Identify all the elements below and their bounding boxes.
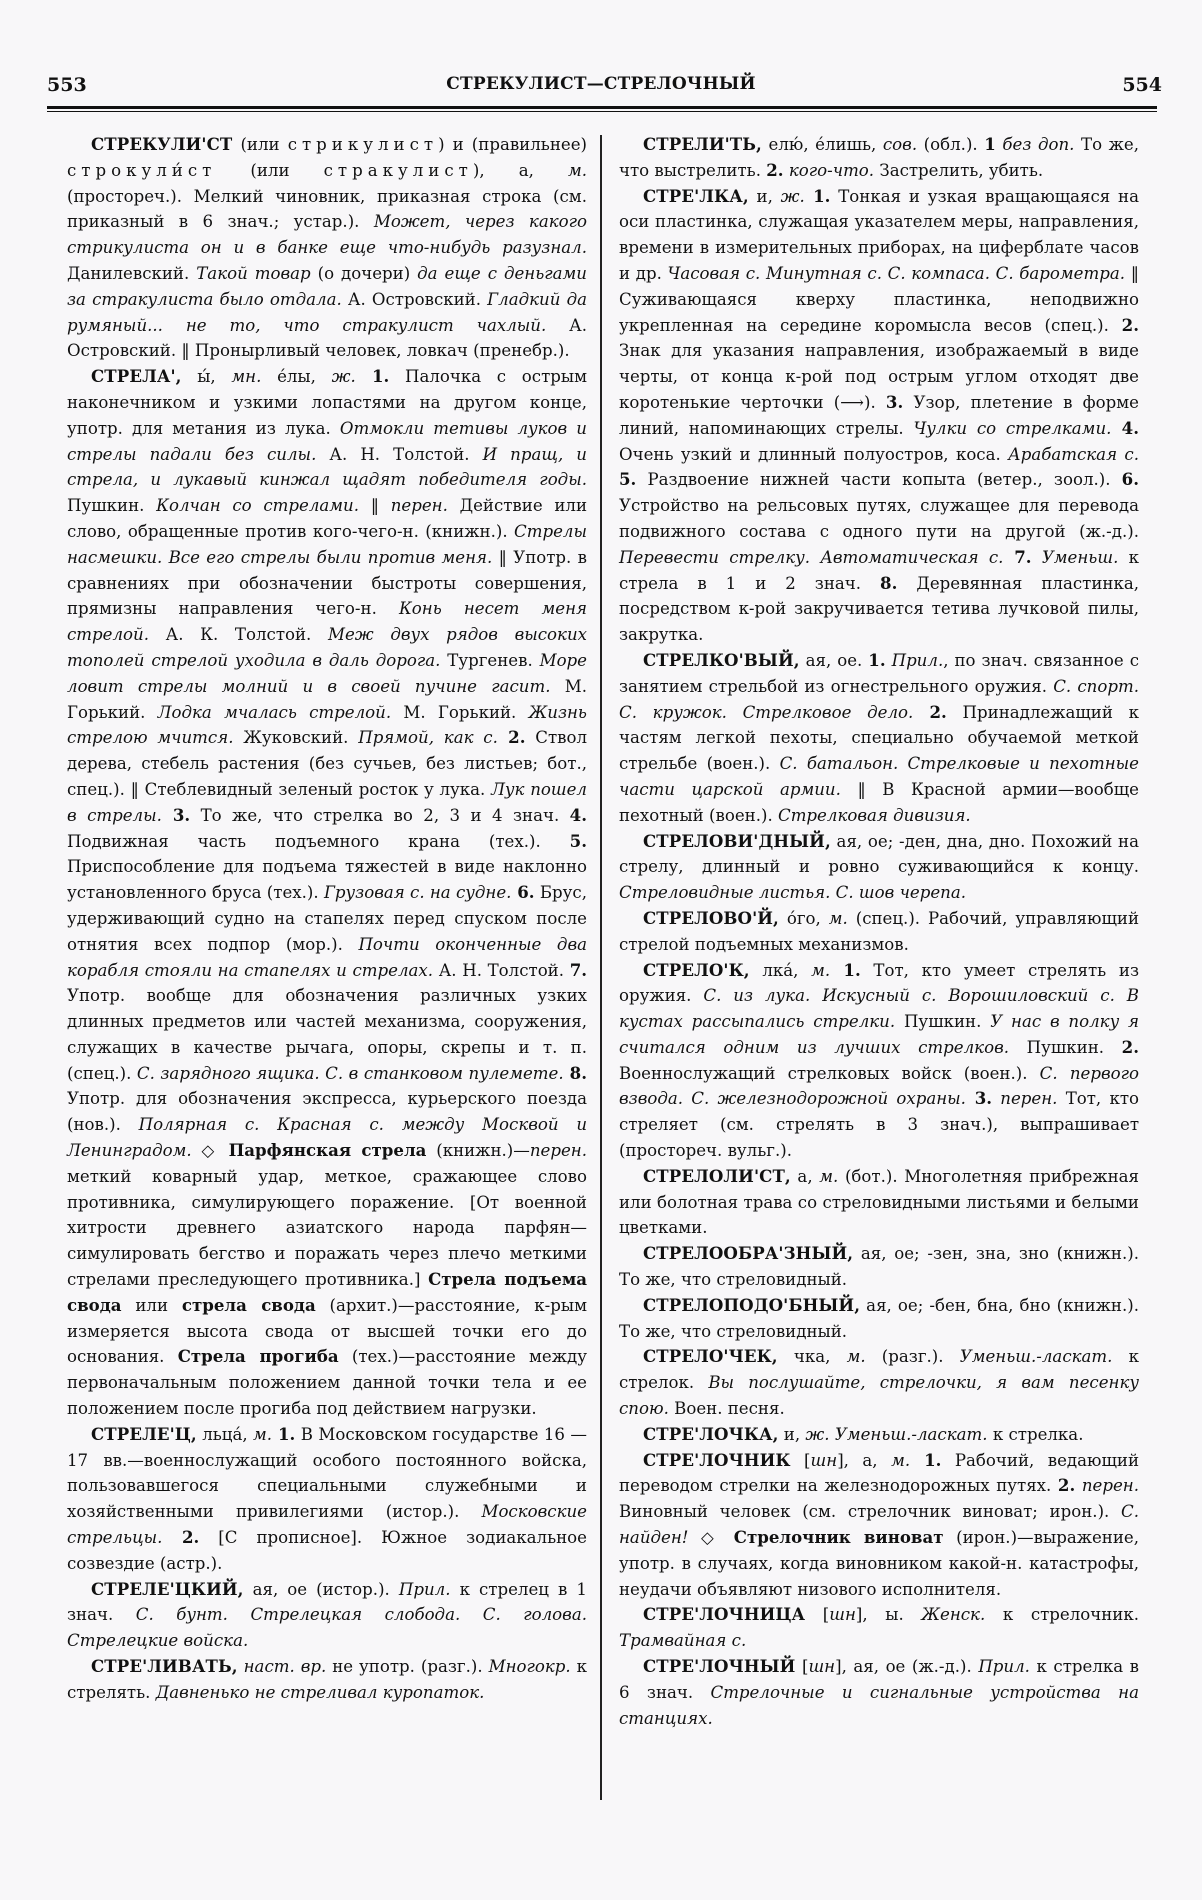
headword: СТРЕЛО'ЧЕК, [643,1346,778,1367]
entry-text: (обл.). [917,135,985,154]
right-column [619,132,1139,1731]
entry-text: м. [811,960,831,980]
entry-text: Московские стрельцы. [67,1502,587,1548]
entry-text: да еще с деньгами за стракулиста было отдала. [67,263,587,309]
entry-text: наст. вр. [243,1657,327,1677]
entry-text: Палочка с острым наконечником и узкими лопастями на другом конце, употр. для метания из лука. [67,367,587,438]
entry-text: И пращ, и стрела, и лукавый кинжал щадят победителя годы. [67,444,587,490]
entry-text: кого-что. [788,160,875,180]
entry-text: ж. [331,367,356,387]
headword: СТРЕЛОПОДО'БНЫЙ, [643,1294,861,1315]
entry-text: и, [748,186,781,206]
entry-text: (разг.). [865,1347,960,1367]
entry-text: Ствол дерева, стебель растения (без сучьев, без листьев; бот., спец.). ‖ Стеблевидный зеленый росток у лука. [67,728,588,799]
entry-text: Прил. [978,1657,1030,1677]
header-double-rule [47,106,1157,112]
entry-text: м. [819,1166,839,1186]
entry-text: ж. Уменьш.-ласкат. [805,1424,988,1444]
headword: СТРЕЛОВИ'ДНЫЙ, [643,830,831,851]
entry-text: Такой товар [196,263,311,283]
entry-text: Употр. для обозначения экспресса, курьерского поезда (нов.). [67,1089,587,1135]
entry-text: Прил. [891,650,944,670]
entry-text: Тургенев. [440,650,540,670]
entry-text: к стрелок. [619,1347,1139,1393]
entry-text: сов. [882,135,918,154]
entry-text: 1. [868,649,886,670]
entry-text: 2. [1057,1475,1076,1496]
entry-text: Очень узкий и длинный полуостров, коса. [619,444,1009,464]
entry-text: Брус, удерживающий судно на стапелях перед спуском после отнятия всех подпор (мор.). [67,883,587,954]
entry-text: Деревянная пластинка, посредством к-рой закручивается тетива лучковой пилы, закрутка. [619,573,1139,645]
dictionary-entry-strelochnyy [619,1654,1139,1731]
running-title: СТРЕКУЛИСТ—СТРЕЛОЧНЫЙ [446,74,756,94]
entry-text: ‖ Употр. в сравнениях при обозначении быстроты совершения, прямизны направления чего-н. [67,547,587,619]
dictionary-entry-strelka [619,184,1139,648]
entry-text: м. [567,160,588,180]
entry-text: к стрелочник. [985,1605,1140,1625]
dictionary-entry-strekulist [67,132,587,364]
headword: СТРЕЛА', [91,366,182,387]
entry-text: Стрела подъема свода [67,1269,588,1315]
entry-text: Рабочий, ведающий переводом стрелки на железнодорожных путях. [619,1450,1140,1496]
entry-text: Парфянская стрела [228,1140,427,1161]
headword: СТРЕ'ЛИВАТЬ, [91,1656,238,1677]
entry-text: 5. [619,469,637,490]
entry-text: 2. [497,727,526,748]
entry-text: Стрелковая дивизия. [778,805,971,825]
entry-text: 2. [913,701,947,722]
entry-text: Тот, кто стреляет (см. стрелять в 3 знач.), выпрашивает (простореч. вульг.). [619,1089,1139,1161]
headword: СТРЕЛКО'ВЫЙ, [643,649,800,670]
entry-text: М. Горький. [391,702,529,722]
entry-text: Устройство на рельсовых путях, служащее для перевода подвижного состава с одного пути на другой (ж.-д.). [619,496,1139,541]
entry-text: Почти оконченные два корабля стояли на стапелях и стрелах. [67,934,587,980]
entry-text: (книжн.)— [426,1141,530,1161]
entry-text: ‖ Суживающаяся кверху пластинка, неподвижно укрепленная на середине коромысла весов (спец.). [619,263,1139,335]
entry-text: мн. [231,367,262,387]
headword: СТРЕЛИ'ТЬ, [643,134,762,154]
entry-text: Воен. песня. [668,1399,785,1419]
dictionary-entry-strelovoy [619,906,1139,958]
entry-text: ) и (правильнее) [438,135,587,154]
entry-text: (бот.). Многолетняя прибрежная или болотная трава со стреловидными листьями и белыми цветками. [619,1166,1140,1238]
dictionary-entry-strelolist [619,1164,1139,1241]
headword: СТРЕКУЛИ'СТ [91,134,233,154]
entry-text: Данилевский. [67,263,197,283]
entry-text: С. первого взвода. С. железнодорожной охраны. [619,1063,1139,1109]
entry-text: 1. [910,1449,942,1470]
entry-text: м. [828,908,848,928]
entry-text: Пушкин. [1009,1037,1122,1057]
entry-text: м. [891,1450,911,1470]
entry-text: и, [778,1424,806,1444]
entry-text: Уменьш.-ласкат. [959,1347,1113,1367]
entry-text: а, [790,1166,820,1186]
entry-text: ‖ [359,496,391,516]
entry-text: Колчан со стрелами. [156,496,360,516]
entry-text: стрела свода [181,1294,316,1315]
entry-text: е́лы, [261,367,332,387]
entry-text: (или [232,135,288,154]
headword: СТРЕ'ЛОЧНИЦА [643,1604,806,1625]
entry-text: М. Горький. [67,676,587,722]
entry-text: [ [805,1605,830,1625]
dictionary-entry-streletskiy [67,1577,587,1654]
entry-text: Пушкин. [895,1012,991,1032]
entry-text: без доп. [1002,135,1075,154]
entry-text: Море ловит стрелы молний и в своей пучине гасит. [67,650,588,696]
entry-text: То же, что выстрелить. [619,135,1139,180]
entry-text: Уменьш. [1041,547,1119,567]
dictionary-entry-strelochnik [619,1448,1139,1603]
entry-text: Знак для указания направления, изображаемый в виде черты, от конца к-рой под острым углом отходят две коротенькие черточки (⟶). [619,341,1139,412]
page-number-left: 553 [47,74,87,96]
entry-text: Женск. [921,1605,986,1625]
entry-text: С. спорт. С. кружок. Стрелковое дело. [619,676,1139,722]
entry-text: Тот, кто умеет стрелять из оружия. [619,960,1140,1006]
dictionary-entry-strelok [619,958,1139,1164]
headword: СТРЕЛОВО'Й, [643,907,779,928]
headword: СТРЕЛЕ'Ц, [91,1423,197,1444]
entry-text: Жизнь стрелою мчится. [67,702,587,748]
entry-text: [С прописное]. Южное зодиакальное созвездие (астр.). [67,1528,587,1573]
entry-text: Гладкий да румяный... не то, что стракулист чахлый. [67,289,587,335]
entry-text: Лук пошел в стрелы. [67,779,587,825]
entry-text: ], ы. [855,1605,922,1625]
entry-text: ], ая, ое (ж.-д.). [835,1657,979,1677]
entry-text: ая, ое; -ден, дна, дно. Похожий на стрелу, длинный и ровно суживающийся к концу. [619,831,1139,877]
entry-text: Употр. вообще для обозначения различных узких длинных предметов или частей механизма, сооружения, служащих в качестве рычага, опоры, скрепы и т. п. (спец.). [67,986,587,1083]
entry-text: Прямой, как с. [358,728,498,748]
entry-text: (архит.)—расстояние, к-рым измеряется высота свода от высшей точки его до основания. [67,1295,587,1367]
entry-text: Жуковский. [233,728,359,748]
entry-text: ая, ое. [799,650,869,670]
entry-text: не употр. (разг.). [326,1657,489,1677]
entry-text: строкули́ст [67,160,217,180]
page-header [40,70,1162,110]
entry-text: ◇ [191,1141,229,1161]
dictionary-entry-strelovidnyy [619,829,1139,906]
entry-text: ы́, [181,367,232,387]
entry-text: ж. [780,186,805,206]
entry-text: 1. [355,366,390,387]
entry-text: Застрелить, убить. [874,160,1044,180]
entry-text [1032,548,1042,567]
entry-text: В Московском государстве 16 — 17 вв.—военнослужащий особого постоянного войска, пользовавшегося специальными служебными и хозяйственными привилегиями (истор.). [67,1424,587,1522]
entry-text: 4. [569,804,587,825]
dictionary-entry-strela [67,364,587,1422]
entry-text: Трамвайная с. [619,1631,747,1651]
entry-text: Полярная с. Красная с. между Москвой и Ленинградом. [67,1115,588,1161]
entry-text: Принадлежащий к частям легкой пехоты, специально обучаемой меткой стрельбе (воен.). [619,702,1140,774]
entry-text: к стрелка. [987,1424,1084,1444]
entry-text: 1. [272,1423,296,1444]
entry-text: (простореч.). Мелкий чиновник, приказная строка (см. приказный в 6 знач.; устар.). [67,186,587,232]
entry-text: Конь несет меня стрелой. [67,599,587,645]
entry-text: А. Островский. ‖ Пронырливый человек, ловкач (пренебр.). [67,315,587,361]
headword: СТРЕЛООБРА'ЗНЫЙ, [643,1243,854,1264]
entry-text: Приспособление для подъема тяжестей в виде наклонно установленного бруса (тех.). [67,857,587,903]
entry-text: [ [790,1450,811,1470]
entry-text: перен. [1081,1476,1139,1496]
entry-text: Прил. [398,1579,451,1599]
entry-text: Узор, плетение в форме линий, напоминающих стрелы. [619,392,1140,438]
entry-text: С. бунт. Стрелецкая слобода. С. голова. Стрелецкие войска. [67,1605,587,1651]
left-column [67,132,587,1706]
dictionary-entry-strelivat [67,1654,587,1706]
entry-text: ая, ое; -зен, зна, зно (книжн.). То же, что стреловидный. [619,1244,1139,1290]
entry-text: 3. [965,1088,993,1109]
entry-text: 2. [766,159,784,180]
dictionary-entry-strelochek [619,1344,1139,1421]
headword: СТРЕ'ЛОЧНЫЙ [643,1656,796,1677]
dictionary-entry-strelets [67,1422,587,1577]
entry-text: Вы послушайте, стрелочки, я вам песенку спою. [619,1373,1139,1419]
entry-text: Стрела прогиба [177,1346,339,1367]
entry-text: ‖ В Красной армии—вообще пехотный (воен.). [619,779,1139,825]
entry-text: 1. [830,959,861,980]
entry-text: стрикулист [287,135,439,154]
entry-text: У нас в полку я считался одним из лучших стрелков. [619,1012,1139,1057]
entry-text: 2. [1121,1036,1139,1057]
entry-text: или [121,1295,182,1315]
entry-text: С. батальон. Стрелковые и пехотные части царской армии. [619,754,1139,799]
dictionary-entry-strelit [619,132,1139,184]
headword: СТРЕЛЕ'ЦКИЙ, [91,1578,244,1599]
entry-text: к стрела в 1 и 2 знач. [619,547,1139,593]
entry-text: (тех.)—расстояние между первоначальным положением данной точки тела и ее положением после прогиба под действием нагрузки. [67,1347,587,1419]
headword: СТРЕЛО'К, [643,959,750,980]
entry-text: То же, что стрелка во 2, 3 и 4 знач. [190,805,570,825]
entry-text: лка́, [749,960,812,980]
entry-text: Грузовая с. на судне. [323,883,512,903]
entry-text: Чулки со стрелками. [913,418,1112,438]
entry-text: (ирон.)—выражение, употр. в случаях, когда виновником какой-н. катастрофы, неудачи объявляют низового исполнителя. [619,1528,1140,1599]
entry-text: Многокр. [488,1657,571,1677]
entry-text: Стреловидные листья. С. шов черепа. [619,883,967,903]
entry-text: ая, ое (истор.). [243,1579,399,1599]
headword: СТРЕ'ЛКА, [643,185,749,206]
entry-text: Лодка мчалась стрелой. [157,702,392,722]
entry-text: Военнослужащий стрелковых войск (воен.). [619,1063,1040,1083]
entry-text: Тонкая и узкая вращающаяся на оси пластинка, служащая указателем меры, направления, времени в измерительных приборах, на циферблате часов и др. [619,186,1139,283]
entry-text: м. [253,1424,273,1444]
entry-text: А. Островский. [341,289,488,309]
entry-text: перен. [1000,1089,1058,1109]
entry-text: льца́, [196,1424,254,1444]
entry-text: Давненько не стреливал куропаток. [155,1682,485,1702]
entry-text: к стрелка в 6 знач. [619,1657,1140,1702]
entry-text: м. [846,1347,866,1367]
entry-text: меткий коварный удар, меткое, сражающее слово противника, симулирующего поражение. [От военной хитрости древнего азиатского народа парфян—симулировать бегство и поражать через плечо меткими стрелами преследующего противника.] [67,1166,587,1290]
entry-text: Подвижная часть подъемного крана (тех.). [67,831,570,851]
entry-text: Стрелочные и сигнальные устройства на станциях. [619,1682,1139,1728]
entry-text: Часовая с. Минутная с. С. компаса. С. барометра. [667,263,1126,283]
entry-text: ], а, [837,1450,892,1470]
entry-text: елю́, е́лишь, [761,135,883,154]
entry-text: (или [216,160,324,180]
entry-text: ◇ [688,1528,734,1548]
headword: СТРЕЛОЛИ'СТ, [643,1165,791,1186]
dictionary-entry-streloobraznyy [619,1241,1139,1293]
entry-text: (спец.). Рабочий, управляющий стрелой подъемных механизмов. [619,908,1139,954]
page-number-right: 554 [1122,74,1162,96]
entry-text: 3. [161,804,191,825]
entry-text: 7. [569,959,588,980]
entry-text: Меж двух рядов высоких тополей стрелой уходила в даль дорога. [67,625,587,670]
entry-text: Виновный человек (см. стрелочник виноват; ирон.). [619,1502,1122,1522]
entry-text: Раздвоение нижней части копыта (ветер., зоол.). [636,470,1122,490]
entry-text: о́го, [778,908,829,928]
entry-text: [ [795,1657,809,1677]
entry-text: к стрелец в 1 знач. [67,1579,587,1625]
entry-text: шн [810,1450,838,1470]
entry-text: 6. [511,882,535,903]
column-divider [600,135,602,1800]
entry-text: С. из лука. Искусный с. Ворошиловский с. В кустах рассыпались стрелки. [619,986,1140,1032]
entry-text: 2. [1121,314,1139,335]
entry-text: Может, через какого стрикулиста он и в банке еще что-нибудь разузнал. [67,212,588,258]
entry-text: 6. [1121,469,1139,490]
entry-text: , по знач. связанное с занятием стрельбой из огнестрельного оружия. [619,650,1139,696]
entry-text: 4. [1111,417,1139,438]
entry-text: (о дочери) [310,263,418,283]
entry-text: 2. [162,1527,200,1548]
entry-text: 1. [804,185,831,206]
entry-text: Перевести стрелку. Автоматическая с. [619,547,1004,567]
entry-text: 3. [885,391,904,412]
entry-text: Арабатская с. [1008,444,1139,464]
entry-text: перен. [529,1141,588,1161]
dictionary-entry-strelopodobnyy [619,1293,1139,1345]
entry-text: к стрелять. [67,1657,587,1702]
entry-text: стракулист [323,160,473,180]
entry-text: перен. [390,496,448,516]
entry-text: 8. [880,572,898,593]
entry-text: А. Н. Толстой. [316,444,483,464]
entry-text [1075,1476,1082,1495]
entry-text: 7. [1003,546,1032,567]
entry-text: Действие или слово, обращенные против кого-чего-н. (книжн.). [67,496,587,541]
entry-text: шн [808,1657,836,1677]
entry-text: 8. [563,1062,587,1083]
headword: СТРЕ'ЛОЧКА, [643,1423,779,1444]
entry-text: шн [829,1605,856,1625]
entry-text: А. Н. Толстой. [433,960,570,980]
entry-text: А. К. Толстой. [149,625,328,645]
entry-text: Стрелы насмешки. Все его стрелы были против меня. [67,521,587,567]
entry-text: 5. [569,830,587,851]
entry-text: Отмокли тетивы луков и стрелы падали без силы. [67,418,587,464]
entry-text: ая, ое; -бен, бна, бно (книжн.). То же, что стреловидный. [619,1295,1139,1341]
entry-text: Стрелочник виноват [733,1527,944,1548]
entry-text: С. зарядного ящика. С. в станковом пулемете. [136,1063,564,1083]
dictionary-entry-strelochnitsa [619,1602,1139,1654]
entry-text: чка, [777,1347,847,1367]
entry-text: ), а, [472,160,568,180]
entry-text: 1 [984,134,996,154]
entry-text: Пушкин. [67,496,157,516]
dictionary-entry-strelochka [619,1422,1139,1448]
entry-text: С. найден! [619,1502,1139,1548]
dictionary-entry-strelkovyy [619,648,1139,829]
headword: СТРЕ'ЛОЧНИК [643,1449,791,1470]
